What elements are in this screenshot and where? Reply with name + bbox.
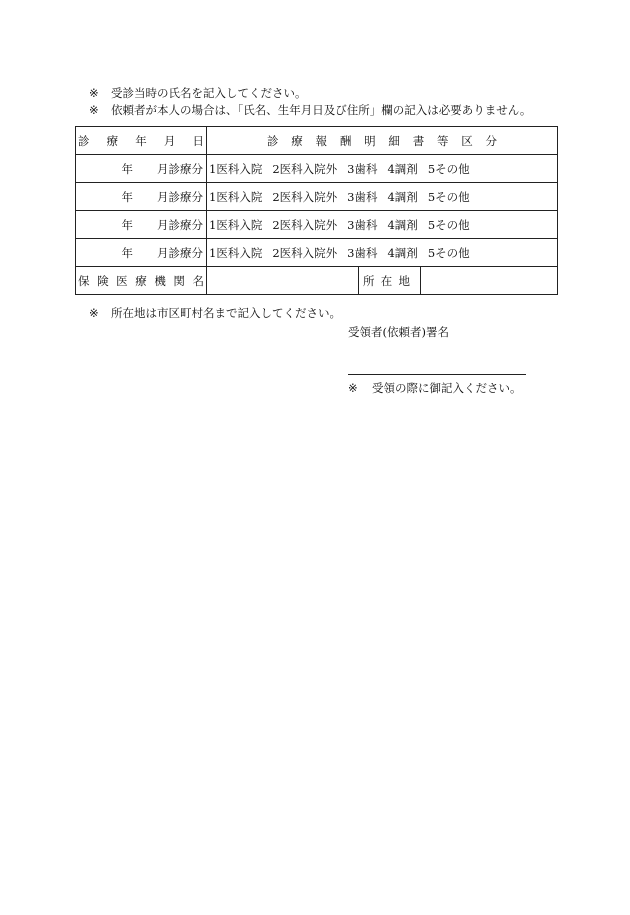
reference-mark-icon: ※ [89,86,99,100]
category-option[interactable]: 3歯科 [347,161,378,176]
note-requester-self [89,103,531,117]
header-date-chars: 診 療 年 月 日 [78,133,204,148]
location-label: 所 在 地 [359,267,421,295]
category-options[interactable] [207,239,558,267]
category-option[interactable]: 5その他 [427,161,470,176]
category-option[interactable]: 3歯科 [347,189,378,204]
category-option[interactable]: 4調剤 [387,217,418,232]
table-row [76,183,558,211]
category-option[interactable]: 4調剤 [387,161,418,176]
treatment-month-cell[interactable]: 年 月診療分 [76,183,207,211]
reference-mark-icon: ※ [348,381,358,395]
medical-statement-table [75,126,558,295]
table-row [76,211,558,239]
category-option[interactable]: 4調剤 [387,189,418,204]
category-option[interactable]: 2医科入院外 [272,217,338,232]
header-treatment-date [76,127,207,155]
note-former-name [89,86,307,100]
header-statement-category [207,127,558,155]
category-options[interactable] [207,183,558,211]
note-text: 受診当時の氏名を記入してください。 [111,86,307,100]
category-option[interactable]: 2医科入院外 [272,189,338,204]
note-text: 依頼者が本人の場合は、「氏名、生年月日及び住所」欄の記入は必要ありません。 [111,103,532,117]
category-option[interactable]: 5その他 [427,189,470,204]
signature-label: 受領者(依頼者)署名 [348,325,449,339]
category-option[interactable]: 4調剤 [387,245,418,260]
category-options[interactable] [207,211,558,239]
table-row [76,239,558,267]
category-option[interactable]: 2医科入院外 [272,245,338,260]
table-row [76,155,558,183]
category-option[interactable]: 1医科入院 [209,245,263,260]
category-option[interactable]: 3歯科 [347,217,378,232]
header-detail-chars: 診 療 報 酬 明 細 書 等 区 分 [267,133,498,148]
treatment-month-cell[interactable]: 年 月診療分 [76,211,207,239]
treatment-month-cell[interactable]: 年 月診療分 [76,155,207,183]
note-text: 所在地は市区町村名まで記入してください。 [111,306,341,320]
category-option[interactable]: 3歯科 [347,245,378,260]
reference-mark-icon: ※ [89,103,99,117]
category-option[interactable]: 5その他 [427,245,470,260]
note-location [89,306,341,320]
table-header-row [76,127,558,155]
institution-row [76,267,558,295]
location-field[interactable] [421,267,558,295]
institution-name-field[interactable] [207,267,359,295]
note-text: 受領の際に御記入ください。 [372,381,522,395]
category-option[interactable]: 2医科入院外 [272,161,338,176]
institution-label: 保 険 医 療 機 関 名 [76,267,207,295]
note-signature [348,381,522,395]
category-option[interactable]: 1医科入院 [209,189,263,204]
signature-line[interactable] [348,374,526,375]
category-options[interactable] [207,155,558,183]
reference-mark-icon: ※ [89,306,99,320]
category-option[interactable]: 1医科入院 [209,217,263,232]
category-option[interactable]: 1医科入院 [209,161,263,176]
treatment-month-cell[interactable]: 年 月診療分 [76,239,207,267]
category-option[interactable]: 5その他 [427,217,470,232]
